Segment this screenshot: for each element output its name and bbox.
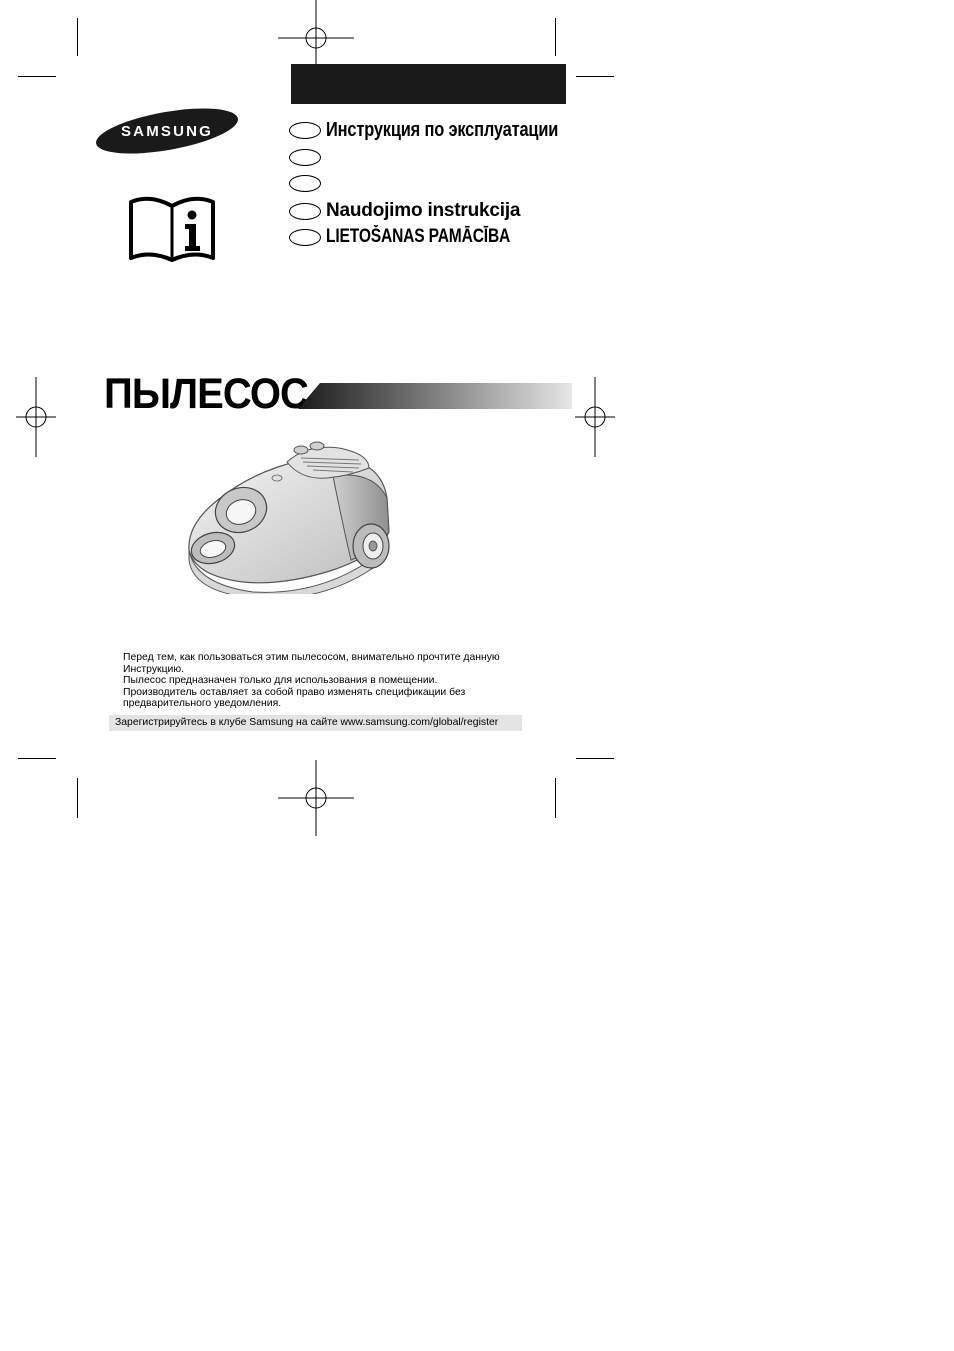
- svg-text:SAMSUNG: SAMSUNG: [120, 123, 214, 140]
- language-item: [289, 172, 326, 194]
- language-code-oval: [289, 175, 321, 192]
- note-read-manual: Перед тем, как пользоваться этим пылесосом, внимательно прочтите данную Инструкцию.: [123, 652, 500, 675]
- language-label: LIETOŠANAS PAMĀCĪBA: [326, 226, 511, 247]
- crop-mark: [555, 778, 556, 818]
- note-specifications: Производитель оставляет за собой право изменять спецификации без предварительного уведомления.: [123, 686, 466, 709]
- title-gradient-stripe: [298, 383, 572, 409]
- language-item: [289, 119, 609, 141]
- language-code-oval: [289, 149, 321, 166]
- crosshair-icon: [575, 377, 615, 457]
- crop-mark: [77, 778, 78, 818]
- crop-mark: [18, 758, 56, 759]
- crosshair-icon: [16, 377, 56, 457]
- register-notice: Зарегистрируйтесь в клубе Samsung на сайте www.samsung.com/global/register: [109, 715, 522, 731]
- note-indoor-use: Пылесос предназначен только для использования в помещении.: [123, 675, 438, 686]
- language-code-oval: [289, 122, 321, 139]
- vacuum-cleaner-illustration: [183, 436, 395, 594]
- language-item: [289, 146, 326, 168]
- book-info-icon: [128, 196, 216, 262]
- header-bar: [291, 64, 566, 104]
- language-code-oval: [289, 203, 321, 220]
- crop-mark: [576, 758, 614, 759]
- language-code-oval: [289, 229, 321, 246]
- crop-mark: [18, 76, 56, 77]
- product-title: ПЫЛЕСОС: [104, 370, 308, 418]
- language-label: Инструкция по эксплуатации: [326, 118, 559, 141]
- crop-mark: [77, 18, 78, 56]
- language-item: [289, 200, 520, 222]
- crop-mark: [576, 76, 614, 77]
- language-label: Naudojimo instrukcija: [326, 200, 521, 221]
- crosshair-icon: [278, 760, 354, 836]
- samsung-logo: [95, 106, 239, 156]
- usage-notes: [123, 652, 543, 710]
- language-item: [289, 226, 551, 248]
- crop-mark: [555, 18, 556, 56]
